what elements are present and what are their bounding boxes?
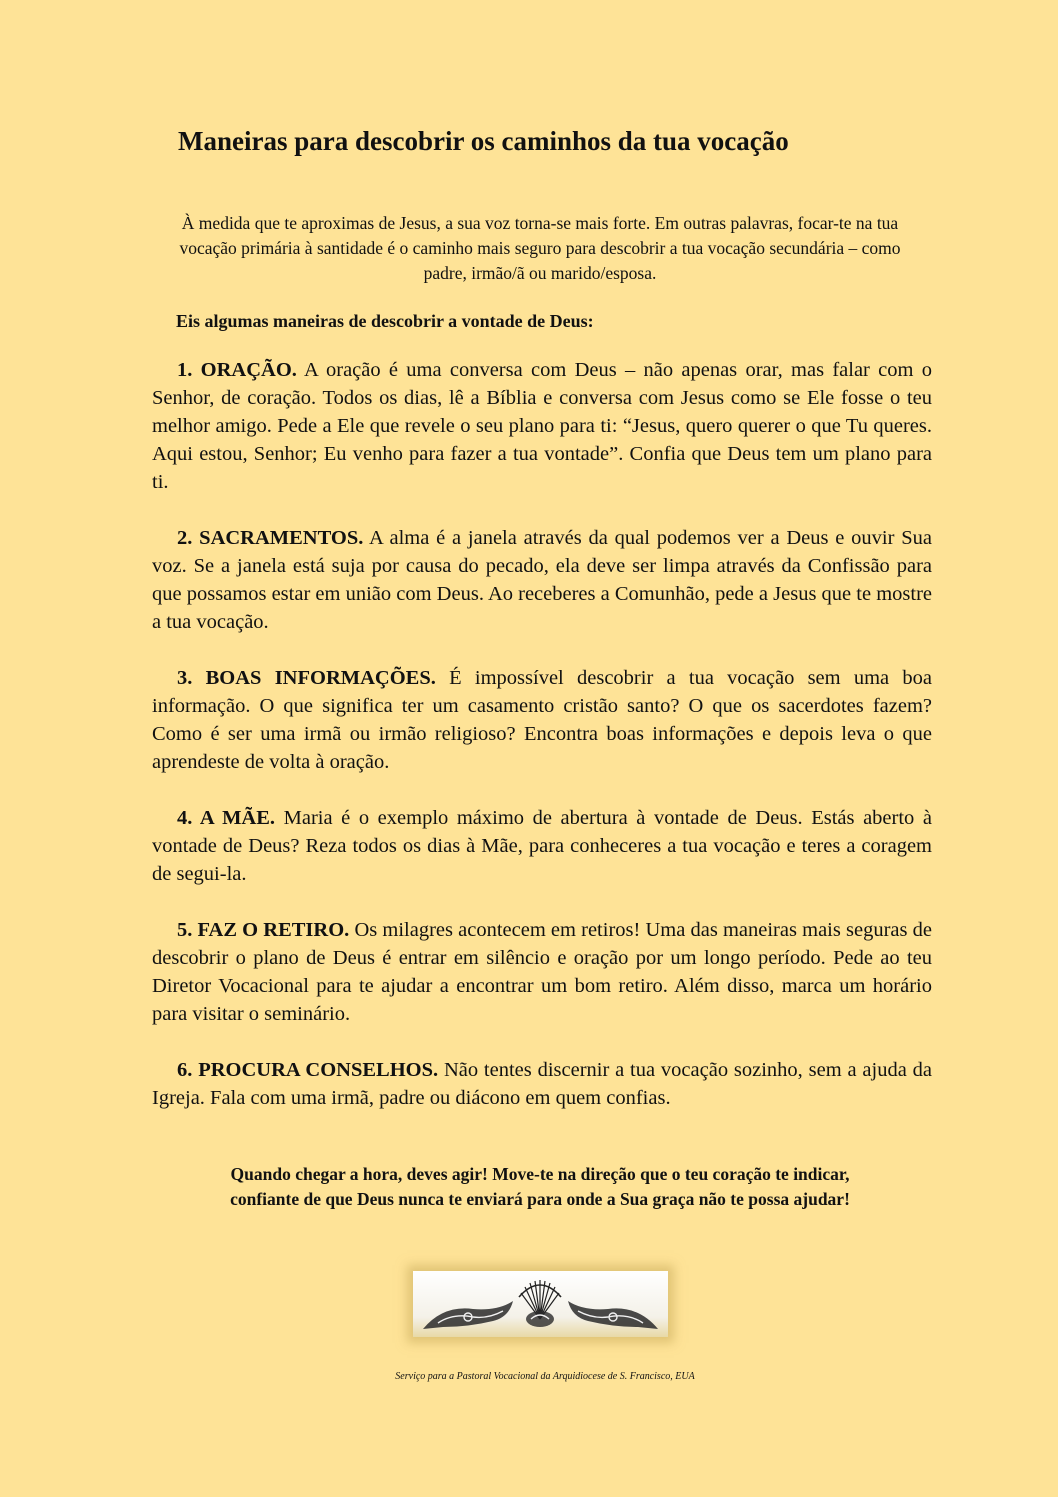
page-title: Maneiras para descobrir os caminhos da tua vocação [178, 126, 789, 156]
section-heading: 2. SACRAMENTOS. [177, 527, 364, 549]
section-oracao [152, 356, 932, 496]
section-body: Maria é o exemplo máximo de abertura à vontade de Deus. Estás aberto à vontade de Deus? Reza todos os dias à Mãe, para conheceres a tua vocação e teres a coragem de segui-la. [152, 807, 932, 885]
footer-credit: Serviço para a Pastoral Vocacional da Arquidiocese de S. Francisco, EUA [395, 1371, 695, 1382]
section-body: A alma é a janela através da qual podemos ver a Deus e ouvir Sua voz. Se a janela está suja por causa do pecado, ela deve ser limpa através da Confissão para que possamos estar em união com Deus. Ao receberes a Comunhão, pede a Jesus que te mostre a tua vocação. [152, 527, 932, 633]
section-heading: 3. BOAS INFORMAÇÕES. [177, 667, 436, 689]
shell-ornament-icon [413, 1271, 668, 1337]
section-boas-informacoes [152, 664, 932, 776]
section-body: A oração é uma conversa com Deus – não apenas orar, mas falar com o Senhor, de coração. Todos os dias, lê a Bíblia e conversa com Jesus como se Ele fosse o teu melhor amigo. Pede a Ele que revele o seu plano para ti: “Jesus, quero querer o que Tu queres. Aqui estou, Senhor; Eu venho para fazer a tua vontade”. Confia que Deus tem um plano para ti. [152, 359, 932, 493]
section-heading: 1. ORAÇÃO. [177, 359, 297, 381]
section-body: Não tentes discernir a tua vocação sozinho, sem a ajuda da Igreja. Fala com uma irmã, padre ou diácono em quem confias. [152, 1059, 932, 1109]
closing-line: Quando chegar a hora, deves agir! Move-te na direção que o teu coração te indicar, [230, 1164, 850, 1184]
section-body: Os milagres acontecem em retiros! Uma das maneiras mais seguras de descobrir o plano de Deus é entrar em silêncio e oração por um longo período. Pede ao teu Diretor Vocacional para te ajudar a encontrar um bom retiro. Além disso, marca um horário para visitar o seminário. [152, 919, 932, 1025]
section-heading: 4. A MÃE. [177, 807, 276, 829]
section-a-mae [152, 804, 932, 888]
section-heading: 6. PROCURA CONSELHOS. [177, 1059, 439, 1081]
section-procura-conselhos [152, 1056, 932, 1112]
closing-paragraph [150, 1162, 930, 1212]
section-faz-o-retiro [152, 916, 932, 1028]
lead-heading: Eis algumas maneiras de descobrir a vontade de Deus: [176, 311, 594, 331]
intro-paragraph: À medida que te aproximas de Jesus, a sua voz torna-se mais forte. Em outras palavras, focar-te na tua vocação primária à santidade é o caminho mais seguro para descobrir a tua vocação secundária – como padre, irmão/ã ou marido/esposa. [179, 213, 901, 283]
section-sacramentos [152, 524, 932, 636]
section-heading: 5. FAZ O RETIRO. [177, 919, 350, 941]
section-body: É impossível descobrir a tua vocação sem uma boa informação. O que significa ter um casamento cristão santo? O que os sacerdotes fazem? Como é ser uma irmã ou irmão religioso? Encontra boas informações e depois leva o que aprendeste de volta à oração. [152, 667, 933, 773]
closing-line: confiante de que Deus nunca te enviará para onde a Sua graça não te possa ajudar! [230, 1189, 850, 1209]
